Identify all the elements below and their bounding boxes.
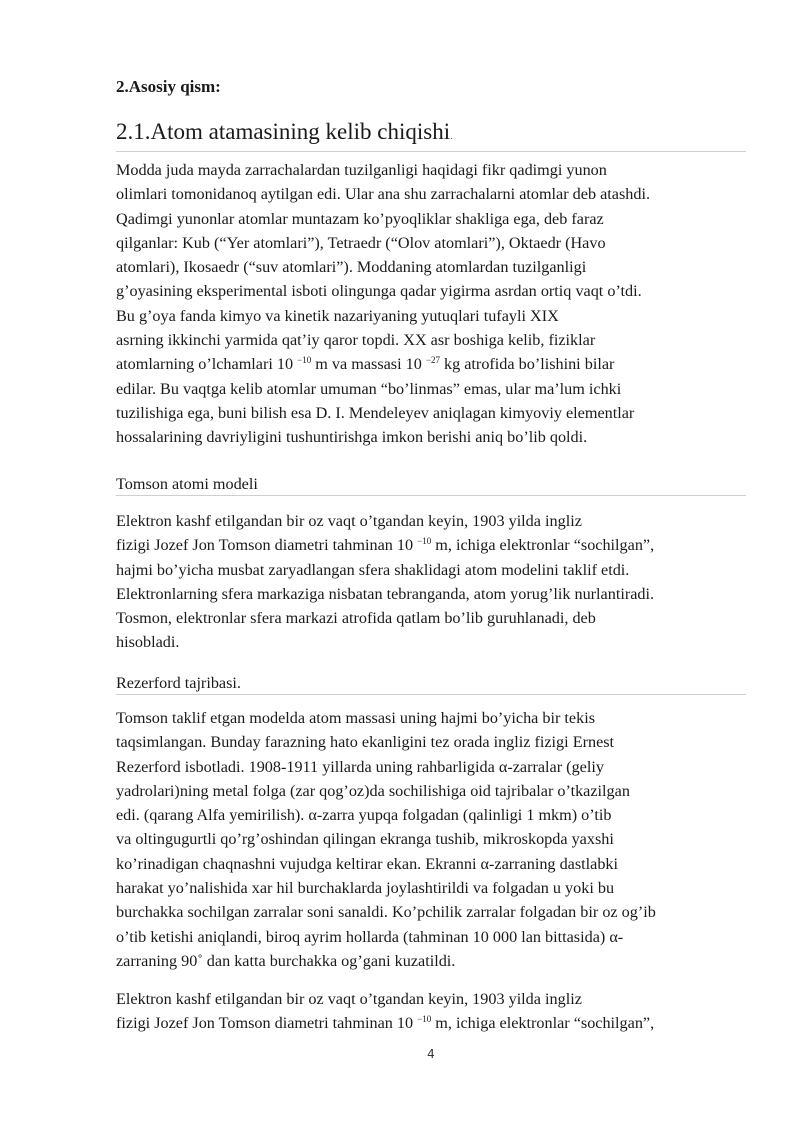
page-number: 4	[427, 1047, 435, 1061]
paragraph-text: kg atrofida bo’lishini bilar edilar. Bu vaqtga kelib atomlar umuman “bo’linmas” emas, ular ma’lum ichki tuzilishiga ega, buni bilish esa D. I. Mendeleyev aniqlagan kimyoviy elementlar hossalarining davriyligini tushuntirishga imkon berishi aniq bo’lib qoldi.	[116, 355, 635, 447]
section-title-dot: .	[450, 130, 453, 142]
main-heading: 2.Asosiy qism:	[116, 77, 221, 96]
paragraph-text: m, ichiga elektronlar “sochilgan”, hajmi bo’yicha musbat zaryadlangan sfera shaklidagi atom modelini taklif etdi. Elektronlarning sfera markaziga nisbatan tebranganda, atom yorug’lik nurlantiradi. Tosmon, elektronlar sfera markazi atrofida qatlam bo’lib guruhlanadi, deb hisobladi.	[116, 536, 655, 652]
section-title	[116, 118, 746, 152]
exponent: −10	[417, 536, 432, 547]
paragraph-text: m, ichiga elektronlar “sochilgan”,	[431, 1014, 655, 1033]
paragraph-rezerford: Tomson taklif etgan modelda atom massasi uning hajmi bo’yicha bir tekis taqsimlangan. Bunday farazning hato ekanligini tez orada ingliz fizigi Ernest Rezerford isbotladi. 1908-1911 yillarda uning rahbarligida α-zarralar (geliy yadrolari)ning metal folga (zar qog’oz)da sochilishiga oid tajribalar o’tkazilgan edi. (qarang Alfa yemirilish). α-zarra yupqa folgadan (qalinligi 1 mkm) o’tib va oltingugurtli qo’rg’oshindan qilingan ekranga tushib, mikroskopda yaxshi ko’rinadigan chaqnashni vujudga keltirar ekan. Ekranni α-zarraning dastlabki harakat yo’nalishida xar hil burchaklarda joylashtirildi va folgadan u yoki bu burchakka sochilgan zarralar soni sanaldi. Ko’pchilik zarralar folgadan bir oz og’ib o’tib ketishi aniqlandi, biroq ayrim hollarda (tahminan 10 000 lan bittasida) α- zarraning 90˚ dan katta burchakka og’gani kuzatildi.	[116, 709, 656, 970]
paragraph-text: Elektron kashf etilgandan bir oz vaqt o’tgandan keyin, 1903 yilda ingliz fizigi Jozef Jon Tomson diametri tahminan 10	[116, 512, 582, 555]
exponent: −27	[425, 355, 440, 366]
paragraph-tomson	[116, 509, 746, 655]
paragraph-text: m va massasi 10	[311, 355, 426, 374]
paragraph-text: Modda juda mayda zarrachalardan tuzilganligi haqidagi fikr qadimgi yunon olimlari tomonidanoq aytilgan edi. Ular ana shu zarrachalarni atomlar deb atashdi. Qadimgi yunonlar atomlar muntazam ko’pyoqliklar shakliga ega, deb faraz qilganlar: Kub (“Yer atomlari”), Tetraedr (“Olov atomlari”), Oktaedr (Havo atomlari), Ikosaedr (“suv atomlari”). Moddaning atomlardan tuzilganligi g’oyasining eksperimental isboti olingunga qadar yigirma asrdan ortiq vaqt o’tdi. Bu g’oya fanda kimyo va kinetik nazariyaning yutuqlari tufayli XIX asrning ikkinchi yarmida qat’iy qaror topdi. XX asr boshiga kelib, fiziklar atomlarning o’lchamlari 10	[116, 161, 650, 374]
subtitle-tomson-model: Tomson atomi modeli	[116, 473, 746, 496]
paragraph-text: Elektron kashf etilgandan bir oz vaqt o’tgandan keyin, 1903 yilda ingliz fizigi Jozef Jon Tomson diametri tahminan 10	[116, 990, 582, 1033]
exponent: −10	[297, 355, 312, 366]
paragraph-repeat	[116, 987, 746, 1036]
section-title-text: 2.1.Atom atamasining kelib chiqishi	[116, 119, 451, 144]
subtitle-rezerford: Rezerford tajribasi.	[116, 672, 746, 695]
paragraph-atom-history	[116, 158, 746, 450]
exponent: −10	[417, 1014, 432, 1025]
